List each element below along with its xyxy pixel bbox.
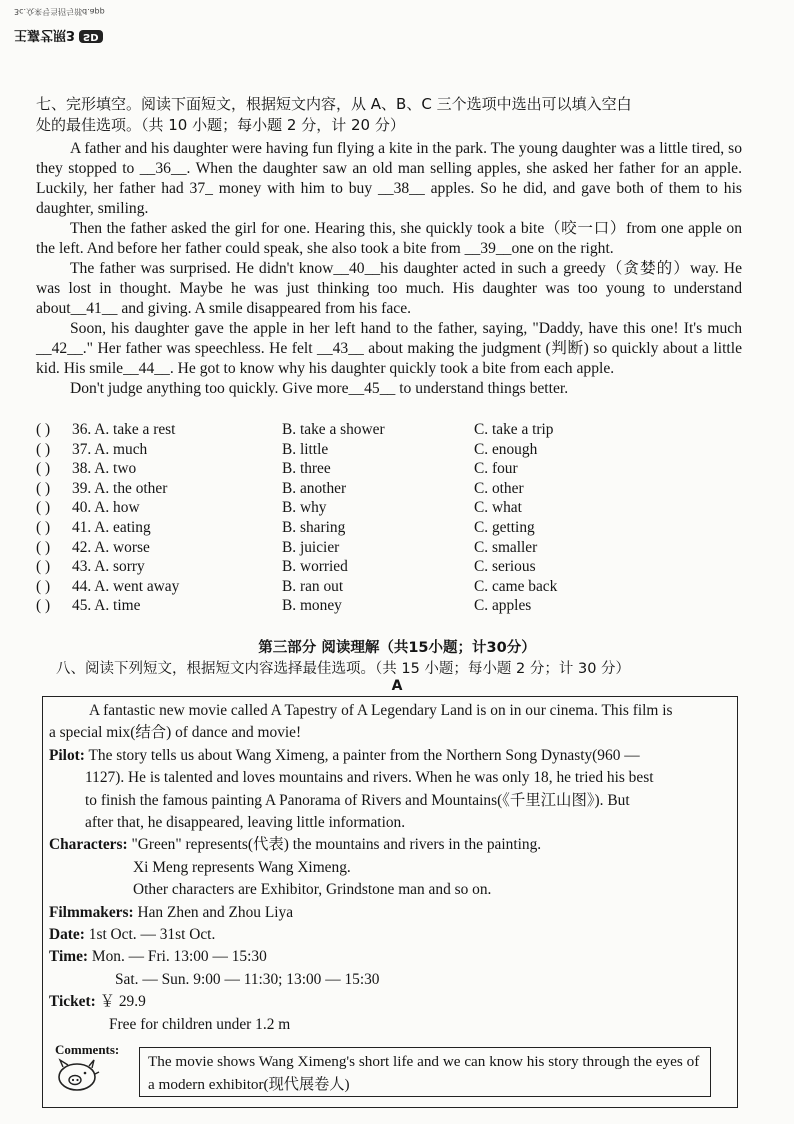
question-number: 38.: [72, 460, 92, 478]
characters-line-2: Xi Meng represents Wang Ximeng.: [133, 858, 351, 876]
ticket-price: ￥ 29.9: [95, 993, 146, 1011]
question-row: [36, 421, 736, 441]
question-number: 42.: [72, 538, 92, 556]
option-b: B. worried: [282, 558, 348, 576]
option-c: C. other: [474, 479, 524, 497]
answer-blank[interactable]: ( ): [36, 460, 51, 478]
pilot-line-2: 1127). He is talented and loves mountains and rivers. When he was only 18, he tried his best: [85, 769, 654, 787]
option-a: A. how: [94, 499, 140, 517]
answer-blank[interactable]: ( ): [36, 479, 51, 497]
ticket-label: Ticket:: [49, 993, 96, 1011]
answer-blank[interactable]: ( ): [36, 577, 51, 595]
option-a: A. time: [94, 597, 141, 615]
option-b: B. little: [282, 440, 329, 458]
comment-box: The movie shows Wang Ximeng's short life and we can know his story through the eyes of a modern exhibitor(现代展卷人): [139, 1047, 711, 1097]
comments-label: Comments:: [55, 1042, 120, 1057]
option-b: B. why: [282, 499, 327, 517]
cloze-paragraph-2: Then the father asked the girl for one. Hearing this, she quickly took a bite（咬一口）from one apple on the left. And before her father could speak, she also took a bite from __39__one on the right.: [36, 220, 742, 257]
option-a: A. the other: [94, 479, 168, 497]
pilot-line-1: The story tells us about Wang Ximeng, a painter from the Northern Song Dynasty(960 —: [84, 746, 640, 764]
pilot-line-3: to finish the famous painting A Panorama of Rivers and Mountains(《千里江山图》). But: [85, 791, 630, 809]
characters-label: Characters:: [49, 836, 128, 854]
answer-blank[interactable]: ( ): [36, 499, 51, 517]
answer-blank[interactable]: ( ): [36, 421, 51, 438]
option-b: B. three: [282, 460, 331, 478]
option-b: B. sharing: [282, 518, 346, 536]
characters-line-1: "Green" represents(代表) the mountains and rivers in the painting.: [127, 836, 542, 854]
cloze-paragraph-1: A father and his daughter were having fun flying a kite in the park. The young daughter was a little tired, so they stopped to __36__. When the daughter saw an old man selling apples, she asked her father for an apple. Luckily, her father had 37_ money with him to buy __38__ apples. So he did, and gave both of them to his daughter, smiling.: [36, 140, 742, 217]
question-number: 41.: [72, 518, 92, 536]
option-a: A. sorry: [94, 558, 145, 576]
question-number: 39.: [72, 479, 92, 497]
question-row: [36, 460, 736, 480]
date-label: Date:: [49, 926, 85, 944]
question-number: 45.: [72, 597, 92, 615]
section7-title: [36, 94, 746, 136]
question-number: 43.: [72, 558, 92, 576]
question-row: [36, 480, 736, 500]
option-c: C. what: [474, 499, 522, 517]
answer-blank[interactable]: ( ): [36, 538, 51, 556]
option-c: C. smaller: [474, 538, 538, 556]
intro-line-2: a special mix(结合) of dance and movie!: [49, 724, 302, 742]
time-line-2: Sat. — Sun. 9:00 — 11:30; 13:00 — 15:30: [115, 970, 380, 988]
question-row: [36, 578, 736, 598]
question-number: 37.: [72, 440, 92, 458]
pilot-line-4: after that, he disappeared, leaving little information.: [85, 814, 406, 832]
question-number: 44.: [72, 577, 92, 595]
answer-blank[interactable]: ( ): [36, 518, 51, 536]
answer-blank[interactable]: ( ): [36, 597, 51, 615]
option-c: C. came back: [474, 577, 558, 595]
cloze-paragraph-4: Soon, his daughter gave the apple in her left hand to the father, saying, "Daddy, have this one! It's much __42__." Her father was speechless. He felt __43__ about making the judgment (判断) so quickly about a little kid. His smile__44__. He got to know why his daughter quickly took a bite from each apple.: [36, 320, 742, 377]
answer-blank[interactable]: ( ): [36, 440, 51, 458]
passage-a-box: [42, 696, 738, 1108]
cloze-passage: [36, 139, 742, 399]
section7-title-line1: 七、完形填空。阅读下面短文，根据短文内容，从 A、B、C 三个选项中选出可以填入空白: [36, 95, 632, 113]
option-a: A. much: [94, 440, 148, 458]
intro-line-1: A fantastic new movie called A Tapestry of A Legendary Land is on in our cinema. This film is: [89, 702, 673, 719]
question-number: 40.: [72, 499, 92, 517]
cloze-paragraph-3: The father was surprised. He didn't know__40__his daughter acted in such a greedy（贪婪的）way. He was lost in thought. Maybe he was just thinking too much. His daughter was too young to understand about__41__ and giving. A smile disappeared from his face.: [36, 260, 742, 317]
answer-blank[interactable]: ( ): [36, 558, 51, 576]
option-c: C. apples: [474, 597, 532, 615]
question-row: [36, 597, 736, 617]
question-row: [36, 558, 736, 578]
watermark: [14, 6, 114, 46]
option-c: C. four: [474, 460, 518, 478]
question-number: 36.: [72, 421, 92, 438]
watermark-brand: 王嘉艺照3: [14, 27, 76, 42]
question-row: [36, 519, 736, 539]
question-row: [36, 499, 736, 519]
time-label: Time:: [49, 948, 89, 966]
option-c: C. serious: [474, 558, 536, 576]
section8-title: 八、阅读下列短文，根据短文内容选择最佳选项。（共 15 小题；每小题 2 分；计 30 分）: [56, 661, 631, 677]
option-c: C. take a trip: [474, 421, 554, 438]
characters-line-3: Other characters are Exhibitor, Grindstone man and so on.: [133, 881, 492, 899]
option-b: B. ran out: [282, 577, 344, 595]
ticket-note: Free for children under 1.2 m: [109, 1015, 291, 1033]
option-b: B. money: [282, 597, 342, 615]
watermark-small-text: 3c.众来号当招与部d.app: [14, 7, 105, 16]
option-b: B. juicier: [282, 538, 340, 556]
option-c: C. getting: [474, 518, 535, 536]
option-a: A. worse: [94, 538, 150, 556]
watermark-badge: SD: [79, 30, 103, 43]
option-a: A. went away: [94, 577, 180, 595]
option-b: B. another: [282, 479, 347, 497]
pilot-label: Pilot:: [49, 746, 85, 764]
time-line-1: Mon. — Fri. 13:00 — 15:30: [88, 948, 267, 966]
date-value: 1st Oct. — 31st Oct.: [84, 926, 216, 944]
part3-title: 第三部分 阅读理解（共15小题；计30分）: [258, 640, 536, 656]
filmmakers-value: Han Zhen and Zhou Liya: [133, 903, 294, 921]
cloze-paragraph-5: Don't judge anything too quickly. Give more__45__ to understand things better.: [70, 380, 569, 397]
option-a: A. two: [94, 460, 137, 478]
option-a: A. eating: [94, 518, 151, 536]
option-b: B. take a shower: [282, 421, 385, 438]
pig-face-icon: [55, 1057, 101, 1093]
question-row: [36, 441, 736, 461]
option-a: A. take a rest: [94, 421, 176, 438]
filmmakers-label: Filmmakers:: [49, 903, 134, 921]
section7-title-line2: 处的最佳选项。（共 10 小题；每小题 2 分，计 20 分）: [36, 116, 405, 134]
cloze-options: [36, 421, 736, 617]
question-row: [36, 539, 736, 559]
option-c: C. enough: [474, 440, 538, 458]
passage-letter: A: [391, 678, 403, 694]
